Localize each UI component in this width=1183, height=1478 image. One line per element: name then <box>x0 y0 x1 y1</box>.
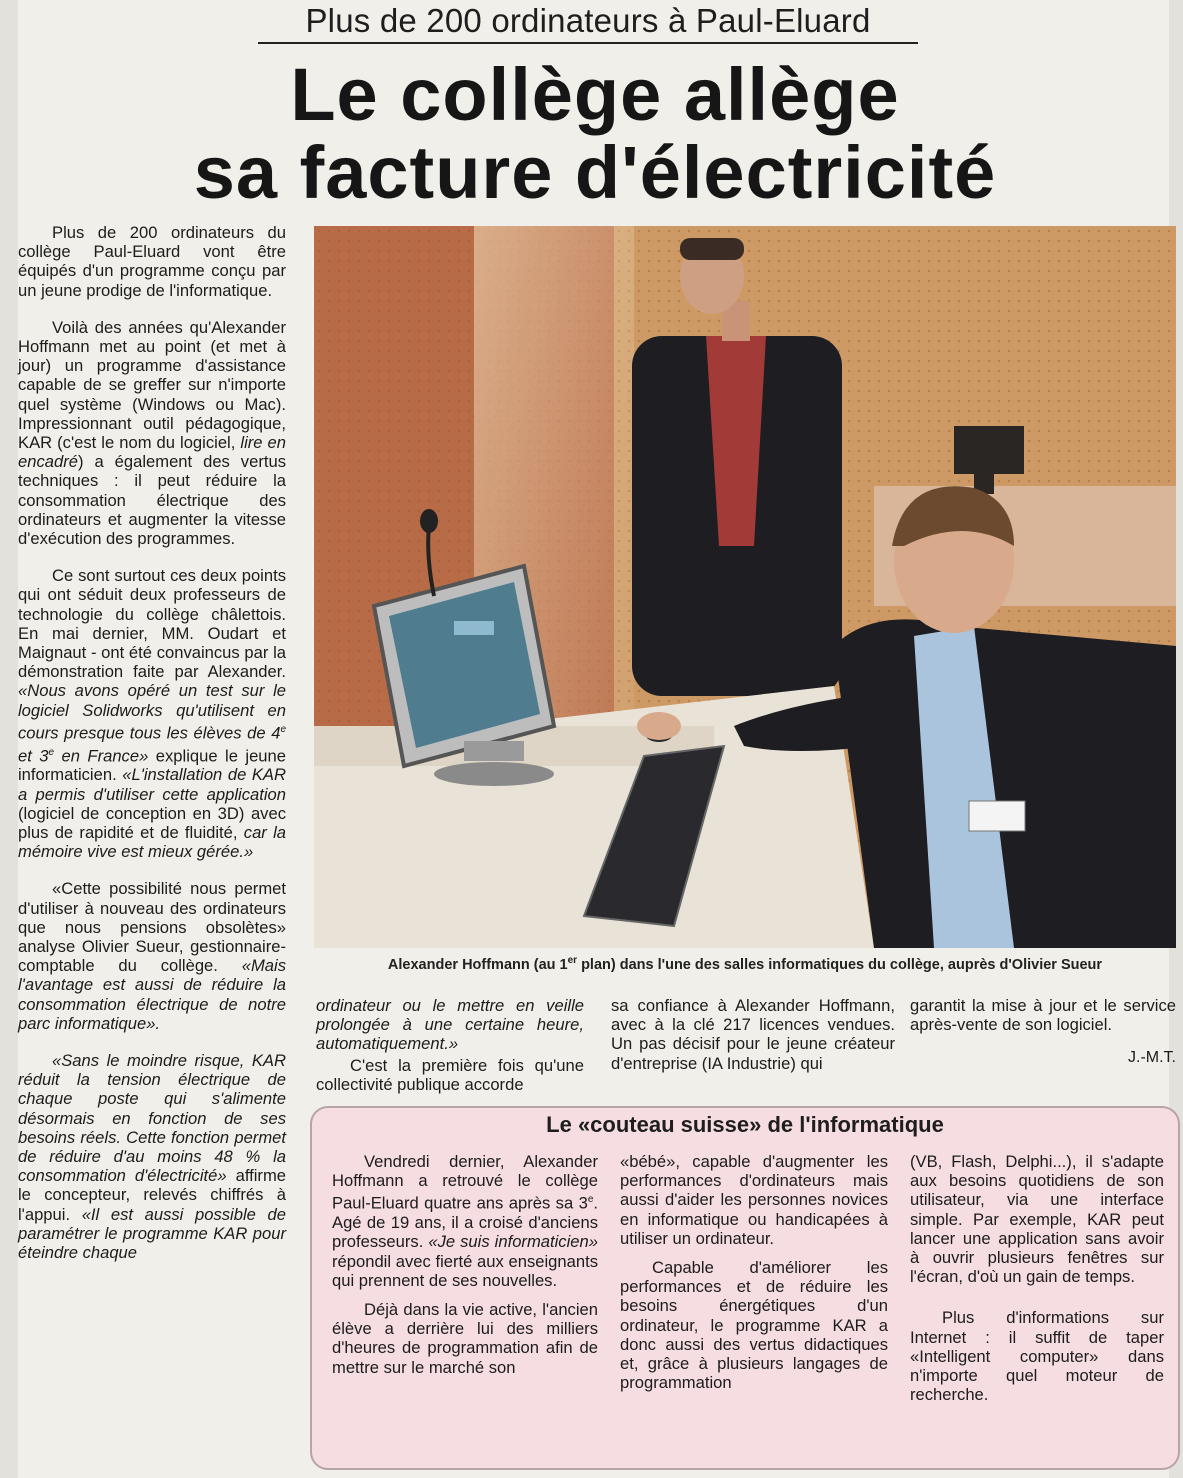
p1-italic: lire en encadré <box>18 433 286 472</box>
left-bleed-strip <box>0 0 18 1478</box>
col2-paragraph: C'est la première fois qu'une collectivité publique accorde <box>316 1055 584 1094</box>
col3-paragraph: sa confiance à Alexander Hoffmann, avec à la clé 217 licences vendues. Un pas décisif pour le jeune créateur d'entreprise (IA Industrie) qui <box>611 996 895 1073</box>
sidebar-box <box>310 1106 1180 1470</box>
article-column-3 <box>611 996 895 1091</box>
b1-quote: «Je suis informaticien» <box>428 1232 598 1252</box>
p2-quote-1a: «Nous avons opéré un test sur le logiciel Solidworks qu'utilisent en cours presque tous les élèves de 4 <box>18 681 286 743</box>
b1-c: répondil avec fierté aux enseignants qui prennent de ses nouvelles. <box>332 1251 598 1290</box>
caption-sup: er <box>567 955 578 966</box>
box-paragraph-2: Déjà dans la vie active, l'ancien élève a derrière lui des milliers d'heures de programmation afin de mettre sur le marché son <box>332 1299 598 1377</box>
p2-sup-2: e <box>48 746 55 758</box>
box-paragraph-6: Plus d'informations sur Internet : il suffit de taper «Intelligent computer» dans n'importe quel moteur de recherche. <box>910 1308 1164 1405</box>
paragraph-4 <box>18 1051 286 1262</box>
photo-caption <box>314 955 1176 973</box>
article-photo <box>314 226 1176 948</box>
p2-quote-1b: et 3 <box>18 746 49 766</box>
p2-sup-1: e <box>280 723 286 735</box>
box-paragraph-3: «bébé», capable d'augmenter les performances d'ordinateurs mais aussi d'aider les personnes novices en informatique ou handicapées à utiliser un ordinateur. <box>620 1152 888 1248</box>
p1-end: ) a également des vertus techniques : il peut réduire la consommation électrique des ordinateurs et augmenter la vitesse d'exécution des programmes. <box>18 452 286 549</box>
back-monitor <box>954 426 1024 474</box>
intro-paragraph: Plus de 200 ordinateurs du collège Paul-Eluard vont être équipés d'un programme conçu par un jeune prodige de l'informatique. <box>18 223 286 300</box>
b1-b: . Agé de 19 ans, il a croisé d'anciens professeurs. <box>332 1193 598 1252</box>
headline <box>140 53 1050 214</box>
monitor-stand <box>464 741 524 761</box>
paragraph-2 <box>18 566 286 861</box>
b1-sup: e <box>587 1194 594 1206</box>
kicker: Plus de 200 ordinateurs à Paul-Eluard <box>258 2 918 44</box>
col2-quote: ordinateur ou le mettre en veille prolongée à une certaine heure, automatiquement.» <box>316 996 584 1054</box>
article-column-1 <box>18 223 286 1280</box>
p4-quote-1: «Sans le moindre risque, KAR réduit la tension électrique de chaque poste qui s'alimente désormais en fonction de ses besoins réels. Cette fonction permet de réduire d'au moins 48 % la consommation d'électricité» <box>18 1050 286 1186</box>
box-paragraph-5: (VB, Flash, Delphi...), il s'adapte aux besoins quotidiens de son utilisateur, via une interface simple. Par exemple, KAR peut lancer une application sans avoir à ouvrir plusieurs fenêtres sur l'écran, d'où un gain de temps. <box>910 1152 1164 1287</box>
screen-window <box>454 621 494 635</box>
box-column-3 <box>910 1152 1164 1414</box>
article-column-4 <box>910 996 1176 1068</box>
p2-quote-2: «L'installation de KAR a permis d'utiliser cette application <box>18 765 286 804</box>
p3-start: «Cette possibilité nous permet d'utiliser à nouveau des ordinateurs que nous pensions obsolètes» analyse Olivier Sueur, gestionnaire-comptable du collège. <box>18 879 286 976</box>
col4-paragraph: garantit la mise à jour et le service après-vente de son logiciel. <box>910 996 1176 1035</box>
paragraph-3 <box>18 879 286 1033</box>
p2-mid: explique le jeune informaticien. <box>18 746 286 785</box>
author-signature: J.-M.T. <box>1128 1049 1176 1067</box>
box-paragraph-1 <box>332 1152 598 1290</box>
article-column-2 <box>316 996 584 1112</box>
box-paragraph-4: Capable d'améliorer les performances et de réduire les besoins énergétiques d'un ordinateur, le programme KAR a donc aussi des vertus didactiques et, grâce à plusieurs langages de programmation <box>620 1258 888 1393</box>
headline-line-2: sa facture d'électricité <box>193 131 997 214</box>
standing-man-hair <box>680 238 744 260</box>
name-badge <box>969 801 1025 831</box>
monitor-base <box>434 762 554 786</box>
p4-quote-2: «Il est aussi possible de paramétrer le programme KAR pour éteindre chaque <box>18 1204 286 1263</box>
photo-illustration <box>314 226 1176 948</box>
headline-line-1: Le collège allège <box>290 53 900 136</box>
b1-a: Vendredi dernier, Alexander Hoffmann a retrouvé le collège Paul-Eluard quatre ans après sa 3 <box>332 1152 598 1213</box>
caption-part-2: plan) dans l'une des salles informatiques du collège, auprès d'Olivier Sueur <box>577 956 1103 973</box>
box-column-1 <box>332 1152 598 1387</box>
paragraph-1 <box>18 318 286 548</box>
p3-quote: «Mais l'avantage est aussi de réduire la consommation électrique de notre parc informatique». <box>18 956 286 1033</box>
microphone-head <box>420 509 438 533</box>
seated-man-hand <box>637 712 681 740</box>
p2-start: Ce sont surtout ces deux points qui ont séduit deux professeurs de technologie du collège châlettois. En mai dernier, MM. Oudart et Maignaut - ont été convaincus par la démonstration faite par Alexander. <box>18 566 286 682</box>
p2-quote-3: car la mémoire vive est mieux gérée.» <box>18 822 287 862</box>
p2-mid-2: (logiciel de conception en 3D) avec plus de rapidité et de fluidité, <box>18 803 286 842</box>
box-column-2 <box>620 1152 888 1402</box>
p4-mid: affirme le concepteur, relevés chiffrés à l'appui. <box>18 1166 286 1224</box>
box-title: Le «couteau suisse» de l'informatique <box>546 1112 944 1137</box>
p2-quote-1c: en France» <box>54 746 149 766</box>
caption-part-1: Alexander Hoffmann (au 1 <box>387 956 568 973</box>
p1-text: Voilà des années qu'Alexander Hoffmann met au point (et met à jour) un programme d'assistance capable de se greffer sur n'importe quel système (Windows ou Mac). Impressionnant outil pédagogique, KAR (c'est le nom du logiciel, <box>18 317 286 453</box>
